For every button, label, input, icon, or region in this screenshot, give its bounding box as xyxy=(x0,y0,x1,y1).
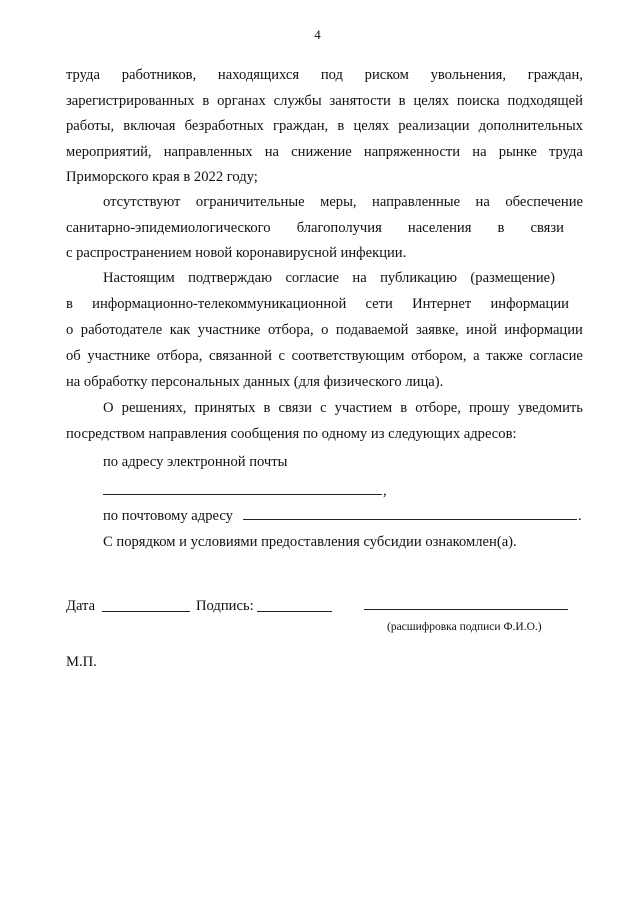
date-field-line[interactable] xyxy=(102,611,190,612)
word: граждан, xyxy=(527,67,583,83)
email-label: по адресу электронной почты xyxy=(103,454,288,470)
word: на xyxy=(472,144,487,160)
word: а xyxy=(473,348,480,364)
word: меры, xyxy=(320,194,357,210)
word: подтверждаю xyxy=(188,270,273,286)
word: мероприятий, xyxy=(66,144,152,160)
word: в xyxy=(497,220,505,236)
word: рынке xyxy=(498,144,537,160)
word: подаваемой xyxy=(335,322,409,338)
word: связи xyxy=(530,220,564,236)
word: благополучия xyxy=(296,220,382,236)
page-number: 4 xyxy=(314,27,321,42)
word: подходящей xyxy=(507,93,583,109)
text-line-7 xyxy=(66,219,564,237)
postal-period: . xyxy=(578,508,582,524)
word: поиска xyxy=(456,93,500,109)
word: уведомить xyxy=(518,400,583,416)
word: на xyxy=(352,270,367,286)
word: связанной xyxy=(209,348,272,364)
word: снижение xyxy=(291,144,352,160)
word: участнике xyxy=(197,322,261,338)
word: заявке, xyxy=(415,322,459,338)
word: публикацию xyxy=(380,270,458,286)
text-line-4 xyxy=(66,143,583,161)
word: находящихся xyxy=(217,67,300,83)
word: о xyxy=(321,322,329,338)
word: с xyxy=(320,400,327,416)
word: реализации xyxy=(398,118,470,134)
word: увольнения, xyxy=(430,67,506,83)
word: дополнительных xyxy=(478,118,583,134)
word: на xyxy=(475,194,490,210)
word: отсутствуют xyxy=(103,194,181,210)
word: труда xyxy=(66,67,100,83)
word: безработных xyxy=(184,118,264,134)
word: целях xyxy=(413,93,450,109)
word: об xyxy=(66,348,81,364)
word: обеспечение xyxy=(505,194,583,210)
email-field-line[interactable] xyxy=(103,494,382,495)
word: отборе, xyxy=(415,400,461,416)
stamp-label: М.П. xyxy=(66,654,97,670)
word: информации xyxy=(504,322,583,338)
word: согласие xyxy=(285,270,339,286)
word: отбора, xyxy=(267,322,314,338)
text-line-9 xyxy=(103,269,555,287)
acknowledgement-text: С порядком и условиями предоставления субсидии ознакомлен(а). xyxy=(103,534,517,550)
word: решениях, xyxy=(121,400,187,416)
word: риском xyxy=(364,67,409,83)
word: ограничительные xyxy=(195,194,305,210)
text-line-3 xyxy=(66,117,583,135)
decoding-note: (расшифровка подписи Ф.И.О.) xyxy=(387,621,542,633)
word: санитарно-эпидемиологического xyxy=(66,220,271,236)
word: органах xyxy=(217,93,266,109)
word: иной xyxy=(466,322,497,338)
word: службы xyxy=(273,93,322,109)
word: труда xyxy=(548,144,583,160)
word: прошу xyxy=(469,400,510,416)
word: информации xyxy=(490,296,569,312)
text-line-8: с распространением новой коронавирусной инфекции. xyxy=(66,245,407,261)
email-comma: , xyxy=(383,483,387,499)
text-line-11 xyxy=(66,321,583,339)
text-line-5: Приморского края в 2022 году; xyxy=(66,169,258,185)
text-line-1 xyxy=(66,66,583,84)
word: направленные xyxy=(372,194,461,210)
word: в xyxy=(66,296,73,312)
postal-label: по почтовому адресу xyxy=(103,508,233,524)
word: с xyxy=(278,348,286,364)
text-line-2 xyxy=(66,92,583,110)
word: работы, xyxy=(66,118,115,134)
word: направленных xyxy=(163,144,253,160)
text-line-6 xyxy=(103,193,583,211)
word: в xyxy=(398,93,406,109)
word: также xyxy=(486,348,523,364)
word: участнике xyxy=(87,348,151,364)
word: в xyxy=(337,118,345,134)
postal-field-line[interactable] xyxy=(243,519,577,520)
signature-label: Подпись: xyxy=(196,598,254,614)
word: в xyxy=(202,93,210,109)
word: населения xyxy=(407,220,472,236)
word: о xyxy=(66,322,74,338)
word: отбором, xyxy=(411,348,467,364)
word: Настоящим xyxy=(103,270,175,286)
word: (размещение) xyxy=(470,270,555,286)
word: Интернет xyxy=(412,296,472,312)
text-line-12 xyxy=(66,347,583,365)
text-line-13: на обработку персональных данных (для физического лица). xyxy=(66,374,444,390)
word: информационно-телекоммуникационной xyxy=(92,296,347,312)
word: граждан, xyxy=(273,118,329,134)
word: сети xyxy=(365,296,393,312)
word: связи xyxy=(278,400,312,416)
word: участием xyxy=(334,400,393,416)
signature-field-line[interactable] xyxy=(257,611,332,612)
word: работодателе xyxy=(80,322,163,338)
word: на xyxy=(264,144,280,160)
word: работников, xyxy=(121,67,197,83)
text-line-15: посредством направления сообщения по одному из следующих адресов: xyxy=(66,426,517,442)
word: напряженности xyxy=(363,144,461,160)
word: целях xyxy=(353,118,390,134)
word: занятости xyxy=(329,93,391,109)
decoding-field-line[interactable] xyxy=(364,609,568,610)
word: принятых xyxy=(194,400,256,416)
word: под xyxy=(320,67,343,83)
word: О xyxy=(103,400,114,416)
word: в xyxy=(400,400,408,416)
word: в xyxy=(263,400,271,416)
word: включая xyxy=(123,118,176,134)
date-label: Дата xyxy=(66,598,96,614)
word: соответствующим xyxy=(291,348,405,364)
word: как xyxy=(169,322,191,338)
text-line-10 xyxy=(66,295,569,313)
word: отбора, xyxy=(156,348,203,364)
word: согласие xyxy=(529,348,583,364)
word: зарегистрированных xyxy=(66,93,195,109)
text-line-14 xyxy=(103,399,583,417)
